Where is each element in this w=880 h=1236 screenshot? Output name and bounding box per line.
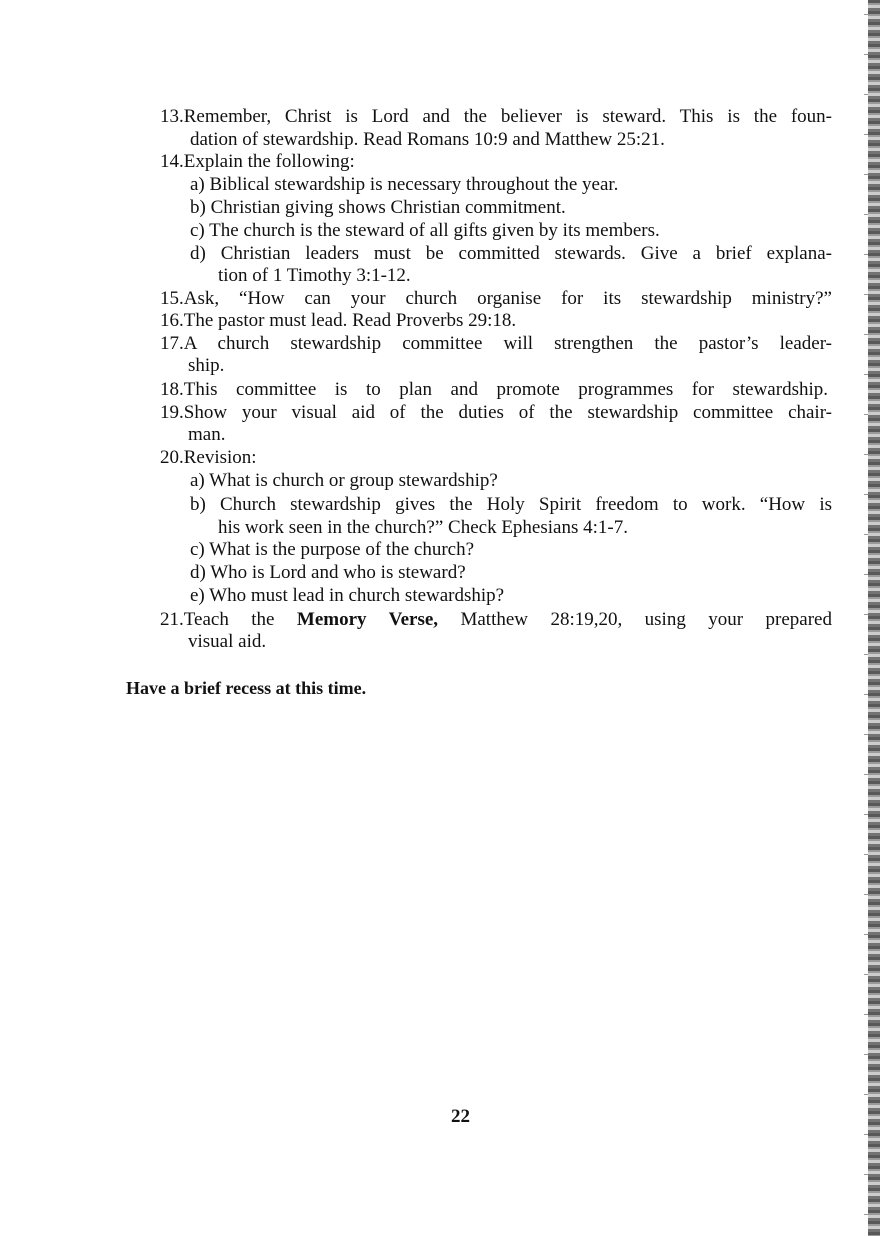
item-13-line-1: 13.Remember, Christ is Lord and the believer is steward. This is the foun- — [160, 106, 832, 127]
item-19-line-1: 19.Show your visual aid of the duties of the stewardship committee chair- — [160, 402, 832, 423]
item-19-line-2: man. — [188, 424, 226, 445]
item-13-line-2: dation of stewardship. Read Romans 10:9 and Matthew 25:21. — [190, 129, 665, 150]
item-20c: c) What is the purpose of the church? — [190, 539, 475, 560]
item-20a: a) What is church or group stewardship? — [190, 470, 498, 491]
item-20d: d) Who is Lord and who is steward? — [190, 562, 466, 583]
item-20b-line-1: b) Church stewardship gives the Holy Spirit freedom to work. “How is — [190, 494, 832, 515]
item-15: 15.Ask, “How can your church organise for its stewardship ministry?” — [160, 288, 832, 309]
item-20: 20.Revision: — [160, 447, 257, 468]
item-20e: e) Who must lead in church stewardship? — [190, 585, 505, 606]
item-21-line-1 — [160, 609, 832, 631]
item-14c: c) The church is the steward of all gifts given by its members. — [190, 220, 660, 241]
item-17-line-1: 17.A church stewardship committee will strengthen the pastor’s leader- — [160, 333, 832, 354]
item-21-line-2: visual aid. — [188, 631, 267, 652]
scan-edge — [868, 0, 880, 1236]
memory-verse-label: Memory Verse, — [296, 609, 439, 630]
item-17-line-2: ship. — [188, 355, 225, 376]
item-14b: b) Christian giving shows Christian commitment. — [190, 197, 566, 218]
item-14: 14.Explain the following: — [160, 151, 355, 172]
scan-edge-speckle — [864, 0, 868, 1236]
page-number: 22 — [451, 1106, 470, 1127]
item-20b-line-2: his work seen in the church?” Check Ephesians 4:1-7. — [218, 517, 628, 538]
item-14d-line-1: d) Christian leaders must be committed stewards. Give a brief explana- — [190, 243, 832, 264]
item-21-suffix: Matthew 28:19,20, using your prepared — [438, 609, 832, 630]
item-14a: a) Biblical stewardship is necessary throughout the year. — [190, 174, 619, 195]
recess-note: Have a brief recess at this time. — [126, 678, 367, 698]
item-16: 16.The pastor must lead. Read Proverbs 29:18. — [160, 310, 517, 331]
item-21-prefix: 21.Teach the — [160, 609, 297, 630]
item-14d-line-2: tion of 1 Timothy 3:1-12. — [218, 265, 411, 286]
item-18: 18.This committee is to plan and promote programmes for stewardship. — [160, 379, 828, 400]
